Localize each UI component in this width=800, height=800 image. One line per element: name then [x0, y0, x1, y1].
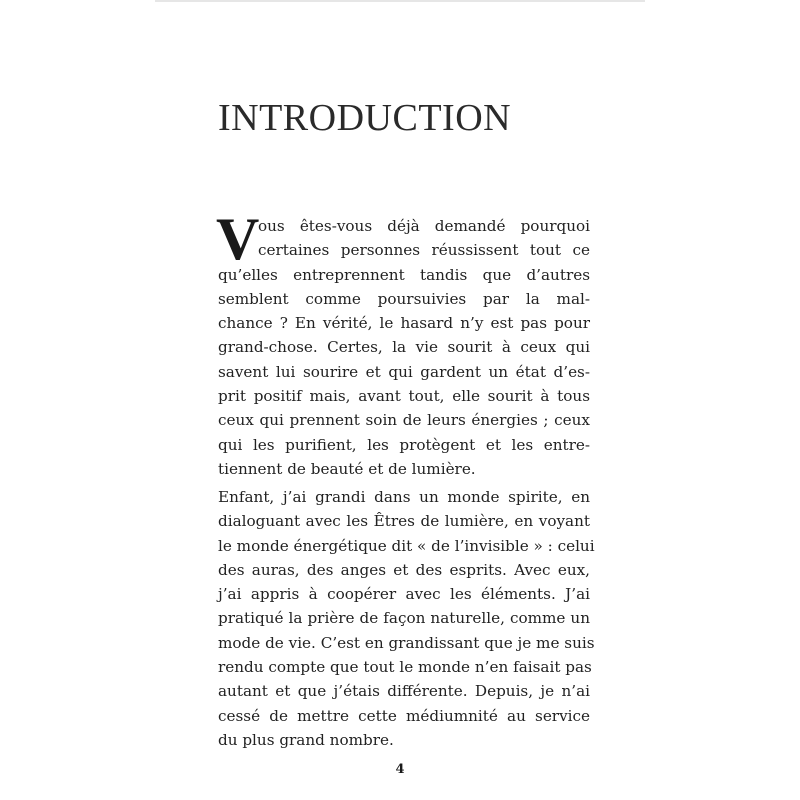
top-divider [155, 0, 645, 2]
paragraph-1 [216, 206, 590, 481]
text-line: pratiqué la prière de façon naturelle, comme un [218, 609, 590, 628]
text-line: autant et que j’étais différente. Depuis, je n’ai [218, 682, 590, 701]
page-number: 4 [395, 762, 405, 777]
text-line: dialoguant avec les Êtres de lumière, en voyant [218, 512, 590, 531]
text-line: rendu compte que tout le monde n’en faisait pas [218, 658, 592, 677]
text-line: grand-chose. Certes, la vie sourit à ceux qui [218, 338, 590, 357]
drop-cap: V [216, 206, 260, 272]
text-line: cessé de mettre cette médiumnité au service [218, 706, 590, 725]
text-line: chance ? En vérité, le hasard n’y est pas pour [218, 314, 590, 333]
chapter-title: INTRODUCTION [218, 97, 512, 139]
text-line: ceux qui prennent soin de leurs énergies ; ceux [218, 411, 590, 430]
text-line: prit positif mais, avant tout, elle sourit à tous [218, 387, 590, 406]
text-line: qui les purifient, les protègent et les entre- [218, 435, 590, 454]
text-line: du plus grand nombre. [218, 730, 394, 749]
text-line: mode de vie. C’est en grandissant que je me suis [218, 633, 595, 652]
text-line: semblent comme poursuivies par la mal- [218, 289, 590, 308]
text-line: qu’elles entreprennent tandis que d’autres [218, 265, 590, 284]
text-line: le monde énergétique dit « de l’invisible » : celui [218, 536, 595, 555]
text-line: des auras, des anges et des esprits. Avec eux, [218, 560, 590, 579]
text-line: savent lui sourire et qui gardent un état d’es- [218, 362, 590, 381]
text-line: tiennent de beauté et de lumière. [218, 459, 476, 478]
text-line: Enfant, j’ai grandi dans un monde spirite, en [218, 488, 590, 506]
text-line: ous êtes-vous déjà demandé pourquoi [258, 217, 590, 235]
text-line: j’ai appris à coopérer avec les éléments. J’ai [218, 585, 590, 604]
paragraph-2 [218, 485, 595, 752]
text-line: certaines personnes réussissent tout ce [258, 241, 590, 260]
